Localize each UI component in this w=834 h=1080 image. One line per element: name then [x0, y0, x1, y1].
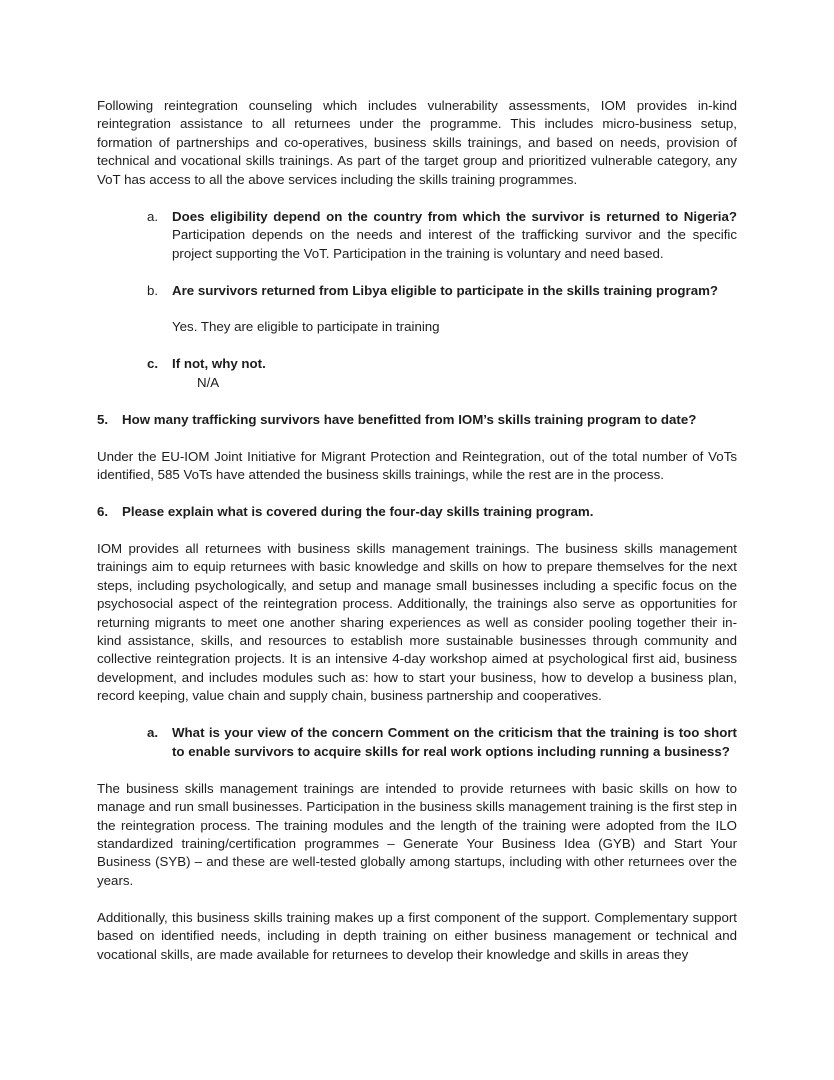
list-item-4c [97, 355, 737, 392]
question-4a-text: Does eligibility depend on the country from which the survivor is returned to Nigeria? [172, 208, 737, 224]
heading-q6-text: Please explain what is covered during the four-day skills training program. [122, 503, 594, 519]
list-marker-4a: a. [147, 208, 159, 224]
heading-q5-marker: 5. [97, 411, 109, 427]
heading-q5-text: How many trafficking survivors have benefitted from IOM’s skills training program to date? [122, 411, 697, 427]
heading-q6 [97, 503, 737, 521]
question-4c-text: If not, why not. [172, 356, 266, 372]
heading-q6-marker: 6. [97, 503, 109, 519]
list-item-4a [97, 208, 737, 263]
question-6a-text: What is your view of the concern Comment on the criticism that the training is too short to enable survivors to acquire skills for real work options including running a business? [172, 725, 737, 759]
heading-q5 [97, 411, 737, 429]
question-4b-text: Are survivors returned from Libya eligible to participate in the skills training program? [172, 282, 719, 298]
answer-q6-paragraph: IOM provides all returnees with business skills management trainings. The business skills management trainings aim to equip returnees with basic knowledge and skills on how to prepare themselves for the next steps, including psychologically, and setup and manage small businesses including a specific focus on the psychosocial aspect of the reintegration process. Additionally, the trainings also serve as opportunities for returning migrants to meet one another sharing experiences as well as consider pooling together their in-kind assistance, skills, and resources to establish more sustainable businesses through community and collective reintegration projects. It is an intensive 4-day workshop aimed at psychological first aid, business development, and includes modules such as: how to start your business, how to develop a business plan, record keeping, value chain and supply chain, business partnership and cooperatives. [97, 540, 737, 704]
answer-4c-text: N/A [197, 374, 220, 390]
answer-4b-text: Yes. They are eligible to participate in training [172, 319, 440, 335]
answer-q5-paragraph: Under the EU-IOM Joint Initiative for Migrant Protection and Reintegration, out of the total number of VoTs identified, 585 VoTs have attended the business skills trainings, while the rest are in the process. [97, 448, 737, 482]
answer-6a-paragraph-1: The business skills management trainings are intended to provide returnees with basic skills on how to manage and run small businesses. Participation in the business skills management training is the first step in the reintegration process. The training modules and the length of the training were adopted from the ILO standardized training/certification programmes – Generate Your Business Idea (GYB) and Start Your Business (SYB) – and these are well-tested globally among startups, including with other returnees over the years. [97, 780, 737, 888]
answer-6a-paragraph-2: Additionally, this business skills training makes up a first component of the support. Complementary support based on identified needs, including in depth training on either business management or technical and vocational skills, are made available for returnees to develop their knowledge and skills in areas they [97, 909, 737, 962]
list-marker-6a: a. [147, 725, 159, 741]
intro-paragraph: Following reintegration counseling which includes vulnerability assessments, IOM provides in-kind reintegration assistance to all returnees under the programme. This includes micro-business setup, formation of partnerships and co-operatives, business skills trainings, and based on needs, provision of technical and vocational skills trainings. As part of the target group and prioritized vulnerable category, any VoT has access to all the above services including the skills training programmes. [97, 98, 737, 187]
list-marker-4c: c. [147, 356, 159, 372]
list-item-6a [97, 724, 737, 761]
list-marker-4b: b. [147, 282, 159, 298]
list-item-4b [97, 282, 737, 300]
answer-4a-text: Participation depends on the needs and interest of the trafficking survivor and the specific project supporting the VoT. Participation in the training is voluntary and need based. [172, 227, 737, 261]
